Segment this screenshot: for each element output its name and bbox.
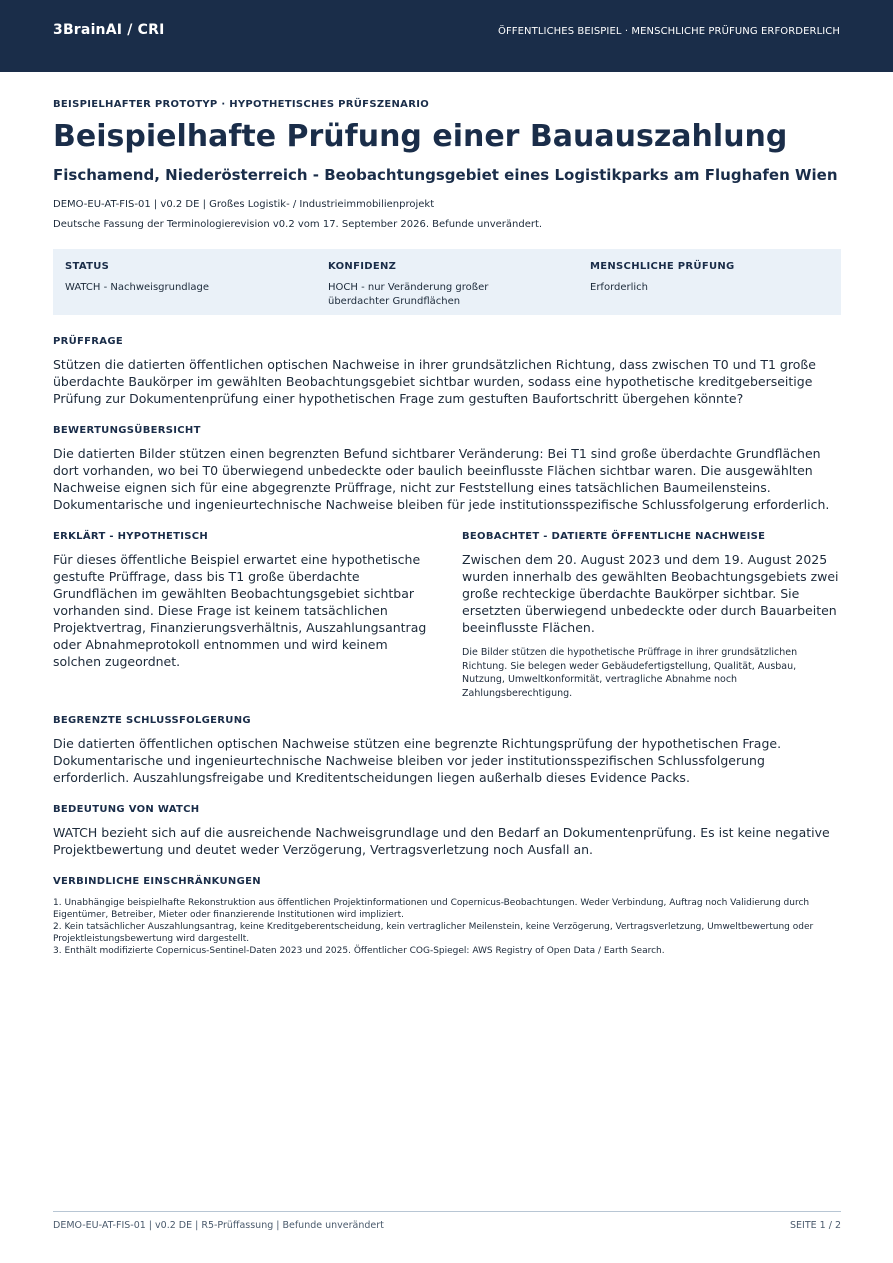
konfidenz-value: HOCH - nur Veränderung großer überdachter Grundflächen <box>328 282 489 307</box>
erklaert-heading: ERKLÄRT - HYPOTHETISCH <box>53 531 209 542</box>
konfidenz-label: KONFIDENZ <box>328 261 397 272</box>
einschraenkungen-list <box>53 897 841 957</box>
prueffrage-text: Stützen die datierten öffentlichen optischen Nachweise in ihrer grundsätzlichen Richtung, dass zwischen T0 und T1 große überdachte Baukörper im gewählten Beobachtungsgebiet sichtbar wurden, sodass eine hypothetische kreditgeberseitige Prüfung zur Dokumentenprüfung einer hypothetischen Frage zum gestuften Baufortschritt übergehen könnte? <box>53 357 816 406</box>
doc-meta-revision: Deutsche Fassung der Terminologierevision v0.2 vom 17. September 2026. Befunde unverändert. <box>53 219 543 230</box>
beobachtet-column <box>462 531 841 700</box>
watch-heading: BEDEUTUNG VON WATCH <box>53 804 200 815</box>
header-bar <box>0 0 893 72</box>
document-body <box>53 99 841 957</box>
status-panel <box>53 249 841 315</box>
page-number: SEITE 1 / 2 <box>790 1220 841 1231</box>
brand-name: 3BrainAI / CRI <box>53 22 165 38</box>
page-title: Beispielhafte Prüfung einer Bauauszahlung <box>53 119 788 154</box>
prueffrage-heading: PRÜFFRAGE <box>53 336 123 347</box>
pruefung-label: MENSCHLICHE PRÜFUNG <box>590 261 735 272</box>
list-item: 2. Kein tatsächlicher Auszahlungsantrag, keine Kreditgeberentscheidung, kein vertraglicher Meilenstein, keine Verzögerung, Vertragsverletzung, Umweltbewertung oder Projektleistungsbewertung wird dargestellt. <box>53 922 814 944</box>
status-column <box>65 261 305 295</box>
two-column-section <box>53 531 841 701</box>
watch-text: WATCH bezieht sich auf die ausreichende Nachweisgrundlage und den Bedarf an Dokumentenprüfung. Es ist keine negative Projektbewertung und deutet weder Verzögerung, Vertragsverletzung noch Ausfall an. <box>53 825 830 857</box>
einschraenkungen-section <box>53 876 841 957</box>
konfidenz-column <box>328 261 528 309</box>
page-subtitle: Fischamend, Niederösterreich - Beobachtungsgebiet eines Logistikparks am Flughafen Wien <box>53 166 838 184</box>
beobachtet-heading: BEOBACHTET - DATIERTE ÖFFENTLICHE NACHWEISE <box>462 531 766 542</box>
doc-kicker: BEISPIELHAFTER PROTOTYP · HYPOTHETISCHES PRÜFSZENARIO <box>53 99 430 110</box>
schluss-section <box>53 715 841 786</box>
schluss-text: Die datierten öffentlichen optischen Nachweise stützen eine begrenzte Richtungsprüfung der hypothetischen Frage. Dokumentarische und ingenieurtechnische Nachweise bleiben vor jeder institutionsspezifischen Schlussfolgerung erforderlich. Auszahlungsfreigabe und Kreditentscheidungen liegen außerhalb dieses Evidence Packs. <box>53 736 782 785</box>
watch-section <box>53 804 841 858</box>
list-item: 1. Unabhängige beispielhafte Rekonstruktion aus öffentlichen Projektinformationen und Copernicus-Beobachtungen. Weder Verbindung, Auftrag noch Validierung durch Eigentümer, Betreiber, Mieter oder finanzierende Institutionen wird impliziert. <box>53 898 810 920</box>
erklaert-text: Für dieses öffentliche Beispiel erwartet eine hypothetische gestufte Prüffrage, dass bis T1 große überdachte Grundflächen im gewählten Beobachtungsgebiet sichtbar vorhanden sind. Diese Frage ist keinem tatsächlichen Projektvertrag, Finanzierungsverhältnis, Auszahlungsantrag oder Abnahmeprotokoll entnommen und wird keinem solchen zugeordnet. <box>53 552 427 669</box>
status-value: WATCH - Nachweisgrundlage <box>65 282 210 293</box>
page-footer <box>53 1211 841 1231</box>
pruefung-value: Erforderlich <box>590 282 649 293</box>
einschraenkungen-heading: VERBINDLICHE EINSCHRÄNKUNGEN <box>53 876 261 887</box>
status-label: STATUS <box>65 261 110 272</box>
footer-doc-info: DEMO-EU-AT-FIS-01 | v0.2 DE | R5-Prüffassung | Befunde unverändert <box>53 1220 384 1231</box>
pruefung-column <box>590 261 830 295</box>
erklaert-column <box>53 531 433 670</box>
bewertung-section <box>53 425 841 513</box>
beobachtet-text: Zwischen dem 20. August 2023 und dem 19. August 2025 wurden innerhalb des gewählten Beobachtungsgebiets zwei große rechteckige überdachte Baukörper sichtbar. Sie ersetzten überwiegend unbedeckte oder durch Bauarbeiten beeinflusste Flächen. <box>462 552 839 635</box>
header-note: ÖFFENTLICHES BEISPIEL · MENSCHLICHE PRÜFUNG ERFORDERLICH <box>497 26 840 37</box>
list-item: 3. Enthält modifizierte Copernicus-Sentinel-Daten 2023 und 2025. Öffentlicher COG-Spiegel: AWS Registry of Open Data / Earth Search. <box>53 946 665 956</box>
doc-meta-id: DEMO-EU-AT-FIS-01 | v0.2 DE | Großes Logistik- / Industrieimmobilienprojekt <box>53 199 435 210</box>
beobachtet-note: Die Bilder stützen die hypothetische Prüffrage in ihrer grundsätzlichen Richtung. Sie belegen weder Gebäudefertigstellung, Qualität, Ausbau, Nutzung, Umweltkonformität, vertragliche Abnahme noch Zahlungsberechtigung. <box>462 647 798 699</box>
bewertung-text: Die datierten Bilder stützen einen begrenzten Befund sichtbarer Veränderung: Bei T1 sind große überdachte Grundflächen dort vorhanden, wo bei T0 überwiegend unbedeckte oder baulich beeinflusste Flächen sichtbar waren. Die ausgewählten Nachweise eignen sich für eine abgegrenzte Prüffrage, nicht zur Feststellung eines tatsächlichen Baumeilensteins. Dokumentarische und ingenieurtechnische Nachweise bleiben für jede institutionsspezifische Schlussfolgerung erforderlich. <box>53 446 830 512</box>
bewertung-heading: BEWERTUNGSÜBERSICHT <box>53 425 201 436</box>
prueffrage-section <box>53 336 841 407</box>
schluss-heading: BEGRENZTE SCHLUSSFOLGERUNG <box>53 715 251 726</box>
